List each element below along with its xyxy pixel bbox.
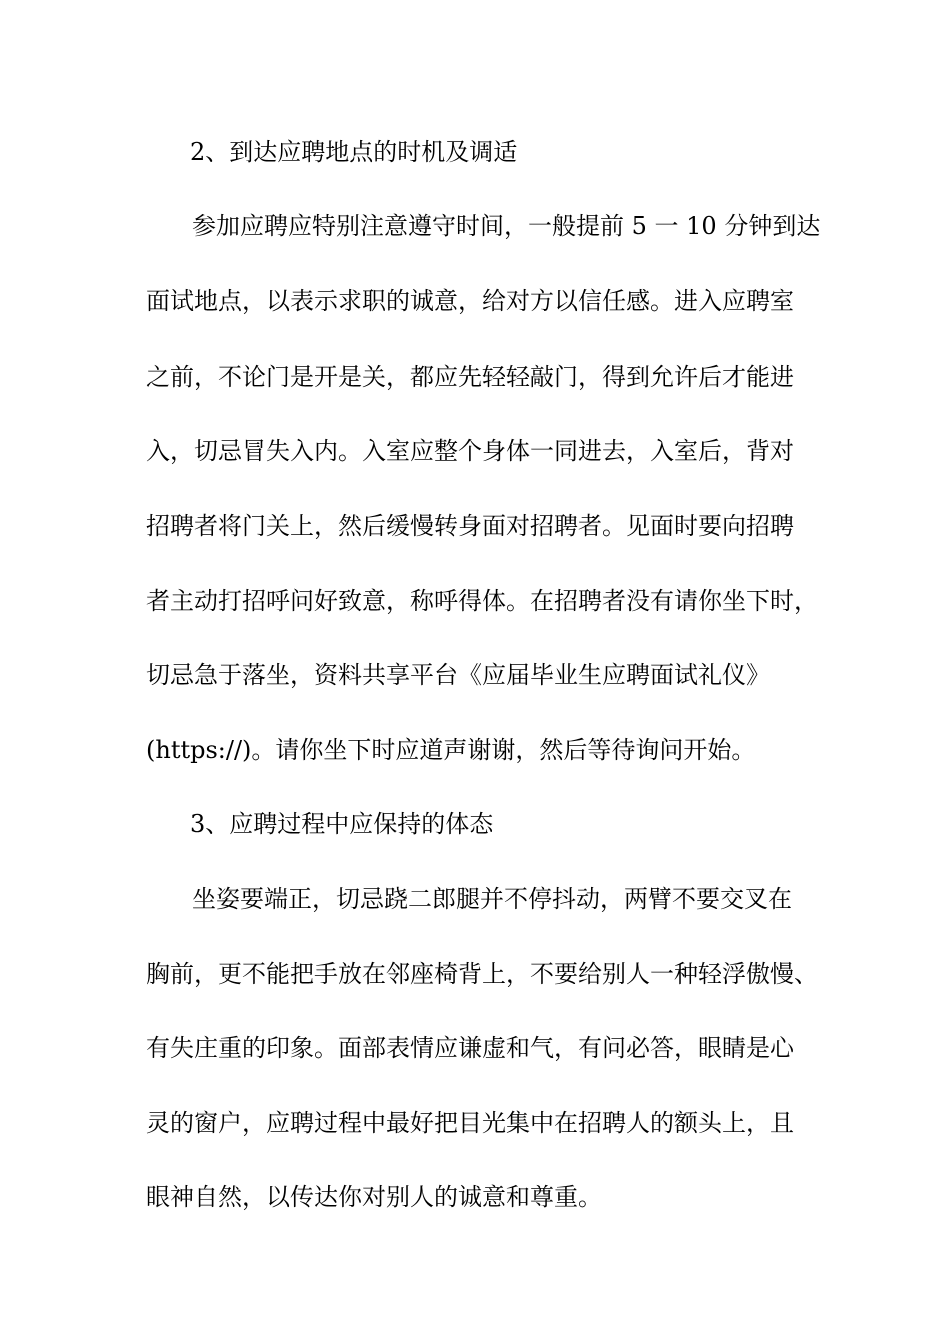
paragraph-line: 坐姿要端正，切忌跷二郎腿并不停抖动，两臂不要交叉在 <box>192 885 792 913</box>
paragraph-line: (https://)。请你坐下时应道声谢谢，然后等待询问开始。 <box>146 736 756 764</box>
paragraph-line: 招聘者将门关上，然后缓慢转身面对招聘者。见面时要向招聘 <box>146 512 794 540</box>
paragraph-line: 切忌急于落坐，资料共享平台《应届毕业生应聘面试礼仪》 <box>146 661 770 689</box>
paragraph-line: 之前，不论门是开是关，都应先轻轻敲门，得到允许后才能进 <box>146 363 794 391</box>
paragraph-line: 入，切忌冒失入内。入室应整个身体一同进去，入室后，背对 <box>146 437 794 465</box>
section-heading-2: 2、到达应聘地点的时机及调适 <box>190 138 518 166</box>
paragraph-line: 者主动打招呼问好致意，称呼得体。在招聘者没有请你坐下时， <box>146 587 818 615</box>
paragraph-line: 灵的窗户，应聘过程中最好把目光集中在招聘人的额头上，且 <box>146 1109 794 1137</box>
paragraph-line: 参加应聘应特别注意遵守时间，一般提前 5 一 10 分钟到达 <box>192 212 821 240</box>
section-heading-3: 3、应聘过程中应保持的体态 <box>190 810 494 838</box>
paragraph-line: 胸前，更不能把手放在邻座椅背上，不要给别人一种轻浮傲慢、 <box>146 960 818 988</box>
paragraph-line: 眼神自然，以传达你对别人的诚意和尊重。 <box>146 1183 602 1211</box>
paragraph-line: 面试地点，以表示求职的诚意，给对方以信任感。进入应聘室 <box>146 287 794 315</box>
paragraph-line: 有失庄重的印象。面部表情应谦虚和气，有问必答，眼睛是心 <box>146 1034 794 1062</box>
